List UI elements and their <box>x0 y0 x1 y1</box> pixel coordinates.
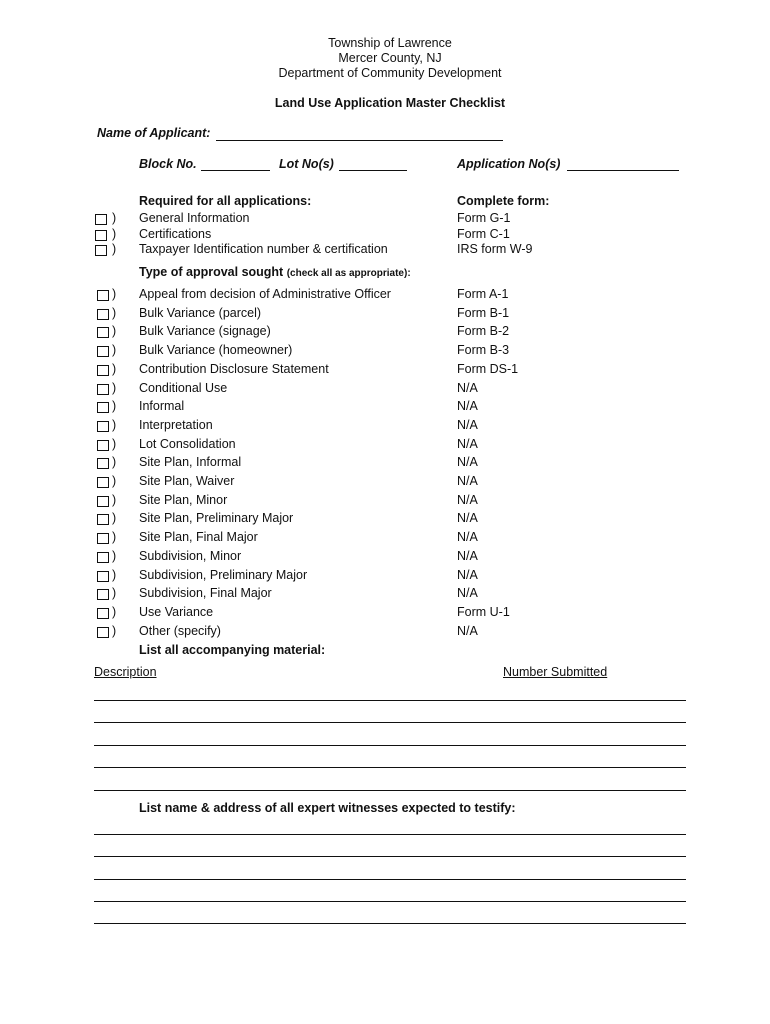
checkbox-paren: ) <box>112 492 117 507</box>
checkbox[interactable] <box>97 533 109 544</box>
item-form: N/A <box>457 492 478 507</box>
item-label: Informal <box>139 399 185 414</box>
checkbox-paren: ) <box>112 399 117 414</box>
checkbox-paren: ) <box>112 567 117 582</box>
checkbox[interactable] <box>97 571 109 582</box>
block-field[interactable] <box>201 170 270 171</box>
item-label: Use Variance <box>139 604 214 619</box>
item-label: Bulk Variance (homeowner) <box>139 343 293 358</box>
item-form: Form C-1 <box>457 226 510 241</box>
checkbox[interactable] <box>97 608 109 619</box>
checkbox[interactable] <box>97 440 109 451</box>
approval-heading <box>139 265 411 279</box>
item-form: N/A <box>457 399 478 414</box>
township-name: Township of Lawrence <box>328 36 452 50</box>
form-title: Land Use Application Master Checklist <box>274 96 506 110</box>
item-label: General Information <box>139 211 250 225</box>
item-form: Form G-1 <box>457 211 511 225</box>
checkbox[interactable] <box>97 477 109 488</box>
item-form: N/A <box>457 511 478 526</box>
checkbox-paren: ) <box>112 226 117 241</box>
checkbox-paren: ) <box>112 530 117 545</box>
item-label: Site Plan, Final Major <box>139 530 258 545</box>
checkbox-paren: ) <box>112 380 117 395</box>
checkbox-paren: ) <box>112 242 117 256</box>
block-label: Block No. <box>139 157 197 171</box>
approval-heading-text: Type of approval sought <box>139 265 284 279</box>
item-form: Form A-1 <box>457 287 509 301</box>
checkbox-paren: ) <box>112 548 117 563</box>
applicant-name-label: Name of Applicant: <box>97 126 211 140</box>
item-form: N/A <box>457 567 478 582</box>
checkbox[interactable] <box>97 402 109 413</box>
checkbox[interactable] <box>95 245 107 256</box>
approval-note: (check all as appropriate): <box>286 268 411 279</box>
witness-line[interactable] <box>94 923 686 924</box>
checkbox[interactable] <box>97 327 109 338</box>
material-line[interactable] <box>94 722 686 723</box>
witness-line[interactable] <box>94 879 686 880</box>
material-line[interactable] <box>94 790 686 791</box>
lot-label: Lot No(s) <box>279 157 334 171</box>
item-label: Subdivision, Final Major <box>139 586 272 601</box>
checkbox-paren: ) <box>112 417 117 432</box>
checkbox-paren: ) <box>112 623 117 638</box>
applicant-name-field[interactable] <box>216 140 503 141</box>
checkbox[interactable] <box>97 514 109 525</box>
checkbox-paren: ) <box>112 604 117 619</box>
checkbox[interactable] <box>97 384 109 395</box>
checkbox[interactable] <box>97 346 109 357</box>
item-label: Site Plan, Preliminary Major <box>139 511 294 526</box>
lot-field[interactable] <box>339 170 407 171</box>
item-label: Interpretation <box>139 417 213 432</box>
material-heading: List all accompanying material: <box>139 643 326 657</box>
item-form: Form U-1 <box>457 604 510 619</box>
item-form: N/A <box>457 455 478 470</box>
item-form: IRS form W-9 <box>457 242 533 256</box>
item-label: Subdivision, Minor <box>139 548 242 563</box>
witness-line[interactable] <box>94 901 686 902</box>
checkbox-paren: ) <box>112 305 117 320</box>
item-form: N/A <box>457 436 478 451</box>
item-form: N/A <box>457 623 478 638</box>
number-submitted-label <box>503 665 607 680</box>
department-name: Department of Community Development <box>278 66 502 80</box>
item-label: Site Plan, Minor <box>139 492 228 507</box>
checkbox-paren: ) <box>112 324 117 339</box>
checkbox[interactable] <box>95 214 107 225</box>
checkbox[interactable] <box>97 627 109 638</box>
description-label-text: Description <box>94 665 157 679</box>
item-form: N/A <box>457 380 478 395</box>
checkbox[interactable] <box>97 421 109 432</box>
checkbox-paren: ) <box>112 474 117 488</box>
item-label: Site Plan, Waiver <box>139 474 235 488</box>
checkbox[interactable] <box>97 589 109 600</box>
county-name: Mercer County, NJ <box>338 51 442 65</box>
complete-form-heading: Complete form: <box>457 194 550 208</box>
witnesses-heading: List name & address of all expert witnesses expected to testify: <box>139 801 516 815</box>
number-submitted-label-text: Number Submitted <box>503 665 608 679</box>
item-form: Form B-2 <box>457 324 510 339</box>
application-label: Application No(s) <box>457 157 561 171</box>
material-line[interactable] <box>94 745 686 746</box>
checkbox-paren: ) <box>112 436 117 451</box>
checkbox[interactable] <box>97 290 109 301</box>
item-label: Subdivision, Preliminary Major <box>139 567 308 582</box>
material-line[interactable] <box>94 767 686 768</box>
checkbox[interactable] <box>97 496 109 507</box>
checkbox[interactable] <box>97 458 109 469</box>
item-label: Lot Consolidation <box>139 436 236 451</box>
witness-line[interactable] <box>94 856 686 857</box>
item-form: N/A <box>457 586 478 601</box>
item-label: Certifications <box>139 226 212 241</box>
item-label: Bulk Variance (signage) <box>139 324 271 339</box>
checkbox-paren: ) <box>112 343 117 358</box>
checkbox[interactable] <box>97 552 109 563</box>
item-form: N/A <box>457 417 478 432</box>
item-form: N/A <box>457 548 478 563</box>
checkbox-paren: ) <box>112 361 117 376</box>
checkbox[interactable] <box>97 309 109 320</box>
application-field[interactable] <box>567 170 679 171</box>
checkbox-paren: ) <box>112 455 117 470</box>
item-form: N/A <box>457 530 478 545</box>
item-label: Bulk Variance (parcel) <box>139 305 262 320</box>
item-form: Form B-3 <box>457 343 510 358</box>
item-form: Form B-1 <box>457 305 510 320</box>
item-label: Conditional Use <box>139 380 228 395</box>
checkbox-paren: ) <box>112 287 117 301</box>
item-label: Site Plan, Informal <box>139 455 242 470</box>
required-heading: Required for all applications: <box>139 194 312 208</box>
checkbox-paren: ) <box>112 511 117 526</box>
item-label: Contribution Disclosure Statement <box>139 361 329 376</box>
checkbox[interactable] <box>95 230 107 241</box>
item-form: N/A <box>457 474 478 488</box>
item-label: Other (specify) <box>139 623 221 638</box>
material-line[interactable] <box>94 700 686 701</box>
checkbox-paren: ) <box>112 211 117 225</box>
checkbox[interactable] <box>97 365 109 376</box>
item-label: Taxpayer Identification number & certification <box>139 242 388 256</box>
checkbox-paren: ) <box>112 586 117 601</box>
description-label <box>94 665 157 680</box>
item-form: Form DS-1 <box>457 361 519 376</box>
item-label: Appeal from decision of Administrative Officer <box>139 287 391 301</box>
witness-line[interactable] <box>94 834 686 835</box>
